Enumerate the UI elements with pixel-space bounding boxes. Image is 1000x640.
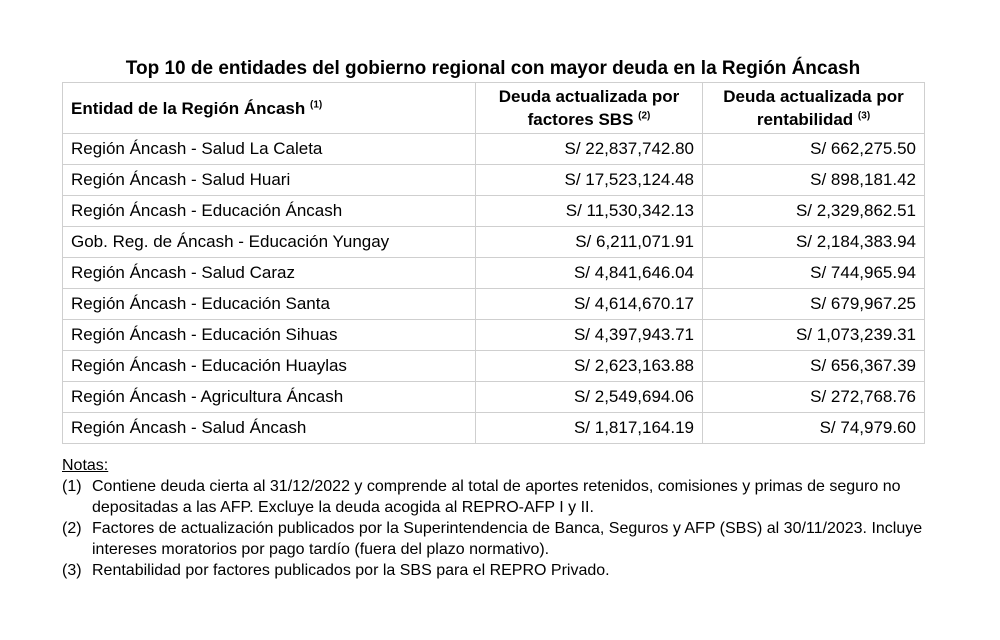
cell-rent-debt: S/ 2,184,383.94	[703, 227, 925, 258]
cell-sbs-debt: S/ 6,211,071.91	[476, 227, 703, 258]
header-sbs-line1: Deuda actualizada por	[498, 87, 680, 106]
table-row	[63, 382, 925, 413]
header-entity-footnote: (1)	[310, 98, 323, 110]
header-entity-label: Entidad de la Región Áncash	[71, 98, 306, 118]
header-rent-footnote: (3)	[857, 110, 871, 122]
note-item	[62, 476, 932, 518]
cell-entity: Gob. Reg. de Áncash - Educación Yungay	[63, 227, 476, 258]
cell-rent-debt: S/ 656,367.39	[703, 351, 925, 382]
cell-sbs-debt: S/ 4,397,943.71	[476, 320, 703, 351]
cell-rent-debt: S/ 679,967.25	[703, 289, 925, 320]
header-rent-line2: rentabilidad	[756, 110, 854, 129]
table-body	[63, 134, 925, 444]
cell-sbs-debt: S/ 22,837,742.80	[476, 134, 703, 165]
table-row	[63, 165, 925, 196]
cell-sbs-debt: S/ 4,614,670.17	[476, 289, 703, 320]
table-row	[63, 320, 925, 351]
cell-sbs-debt: S/ 11,530,342.13	[476, 196, 703, 227]
cell-entity: Región Áncash - Educación Áncash	[63, 196, 476, 227]
note-item	[62, 560, 932, 581]
cell-entity: Región Áncash - Salud Huari	[63, 165, 476, 196]
cell-rent-debt: S/ 744,965.94	[703, 258, 925, 289]
cell-entity: Región Áncash - Salud Caraz	[63, 258, 476, 289]
cell-rent-debt: S/ 662,275.50	[703, 134, 925, 165]
cell-entity: Región Áncash - Agricultura Áncash	[63, 382, 476, 413]
cell-entity: Región Áncash - Educación Sihuas	[63, 320, 476, 351]
note-item	[62, 518, 932, 560]
table-title: Top 10 de entidades del gobierno regional con mayor deuda en la Región Áncash	[125, 58, 861, 79]
note-number: (1)	[62, 478, 82, 495]
table-header	[63, 83, 925, 134]
table-row	[63, 227, 925, 258]
table-row	[63, 134, 925, 165]
cell-entity: Región Áncash - Educación Santa	[63, 289, 476, 320]
header-sbs-debt	[476, 83, 703, 134]
cell-sbs-debt: S/ 17,523,124.48	[476, 165, 703, 196]
cell-entity: Región Áncash - Salud Áncash	[63, 413, 476, 444]
header-rent-debt	[703, 83, 925, 134]
cell-rent-debt: S/ 898,181.42	[703, 165, 925, 196]
header-sbs-footnote: (2)	[638, 110, 651, 122]
header-entity	[63, 83, 476, 134]
note-number: (2)	[62, 520, 82, 537]
note-number: (3)	[62, 562, 82, 579]
cell-rent-debt: S/ 2,329,862.51	[703, 196, 925, 227]
table-row	[63, 289, 925, 320]
cell-rent-debt: S/ 1,073,239.31	[703, 320, 925, 351]
debt-table	[62, 82, 925, 444]
cell-sbs-debt: S/ 1,817,164.19	[476, 413, 703, 444]
note-text: Contiene deuda cierta al 31/12/2022 y comprende al total de aportes retenidos, comisiones y primas de seguro no depositadas a las AFP. Excluye la deuda acogida al REPRO-AFP I y II.	[92, 478, 901, 516]
notes-section	[62, 455, 932, 581]
cell-sbs-debt: S/ 2,549,694.06	[476, 382, 703, 413]
cell-rent-debt: S/ 272,768.76	[703, 382, 925, 413]
cell-entity: Región Áncash - Educación Huaylas	[63, 351, 476, 382]
header-row	[63, 83, 925, 134]
notes-title: Notas:	[62, 457, 109, 474]
header-rent-line1: Deuda actualizada por	[723, 87, 904, 106]
note-text: Rentabilidad por factores publicados por la SBS para el REPRO Privado.	[92, 562, 610, 579]
table-row	[63, 196, 925, 227]
cell-rent-debt: S/ 74,979.60	[703, 413, 925, 444]
note-text: Factores de actualización publicados por la Superintendencia de Banca, Seguros y AFP (SBS) al 30/11/2023. Incluye intereses moratorios por pago tardío (fuera del plazo normativo).	[92, 520, 923, 558]
header-sbs-line2: factores SBS	[527, 110, 634, 129]
cell-sbs-debt: S/ 4,841,646.04	[476, 258, 703, 289]
table-row	[63, 351, 925, 382]
cell-sbs-debt: S/ 2,623,163.88	[476, 351, 703, 382]
table-row	[63, 413, 925, 444]
table-row	[63, 258, 925, 289]
cell-entity: Región Áncash - Salud La Caleta	[63, 134, 476, 165]
